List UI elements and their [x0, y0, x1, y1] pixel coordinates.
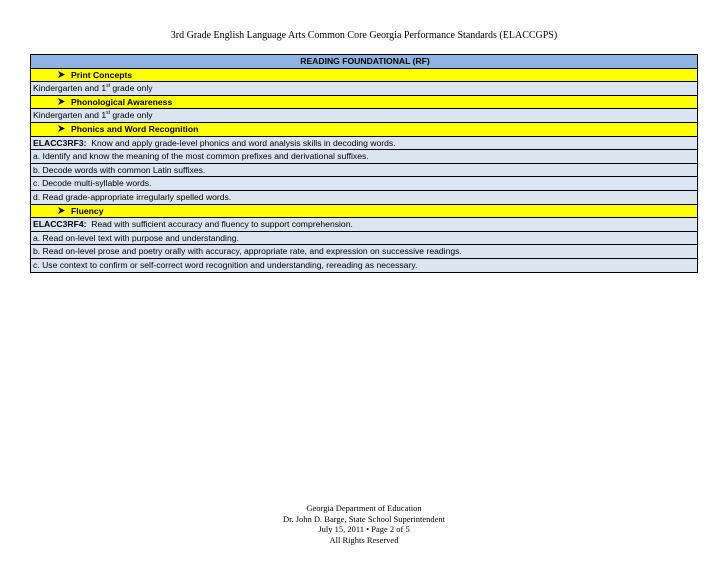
section-heading — [31, 96, 697, 110]
standard-row — [31, 137, 697, 151]
sub-standard-text: a. Read on-level text with purpose and understanding. — [33, 232, 239, 243]
sub-standard-text: d. Read grade-appropriate irregularly spelled words. — [33, 191, 232, 202]
footer-superintendent: Dr. John D. Barge, State School Superintendent — [282, 513, 446, 524]
ordinal-suffix: st — [106, 110, 110, 117]
section-heading-label: Phonics and Word Recognition — [71, 123, 199, 134]
grade-note-text: grade only — [110, 110, 153, 121]
sub-standard-row — [31, 191, 697, 205]
arrow-bullet-icon — [57, 69, 67, 82]
sub-standard-text: c. Decode multi-syllable words. — [33, 178, 152, 189]
standard-text: Read with sufficient accuracy and fluency to support comprehension. — [86, 219, 353, 230]
sub-standard-text: b. Read on-level prose and poetry orally with accuracy, appropriate rate, and expression on successive readings. — [33, 246, 462, 257]
standards-table — [30, 54, 698, 273]
section-heading — [31, 205, 697, 219]
sub-standard-row — [31, 259, 697, 272]
footer-date-page: July 15, 2011 • Page 2 of 5 — [318, 524, 410, 534]
section-heading-label: Fluency — [71, 205, 104, 216]
table-body — [31, 69, 697, 272]
grade-note-row — [31, 109, 697, 123]
footer-rights: All Rights Reserved — [329, 534, 399, 545]
arrow-bullet-icon — [57, 205, 67, 218]
sub-standard-row — [31, 245, 697, 259]
section-heading-label: Print Concepts — [71, 69, 133, 80]
sub-standard-row — [31, 177, 697, 191]
page-header: 3rd Grade English Language Arts Common Core Georgia Performance Standards (ELACCGPS) — [170, 30, 558, 41]
grade-note-text: Kindergarten and 1 — [33, 83, 107, 94]
arrow-bullet-icon — [57, 96, 67, 109]
sub-standard-row — [31, 164, 697, 178]
standard-code: ELACC3RF4: — [33, 219, 87, 230]
grade-note-row — [31, 82, 697, 96]
sub-standard-text: c. Use context to confirm or self-correct word recognition and understanding, rereading as necessary. — [33, 259, 418, 270]
standard-row — [31, 218, 697, 232]
grade-note-text: grade only — [110, 83, 153, 94]
standard-text: Know and apply grade-level phonics and word analysis skills in decoding words. — [86, 137, 396, 148]
table-title: READING FOUNDATIONAL (RF) — [31, 55, 697, 69]
grade-note-text: Kindergarten and 1 — [33, 110, 107, 121]
sub-standard-row — [31, 150, 697, 164]
standard-code: ELACC3RF3: — [33, 137, 87, 148]
section-heading-label: Phonological Awareness — [71, 96, 173, 107]
sub-standard-text: b. Decode words with common Latin suffixes. — [33, 164, 206, 175]
section-heading — [31, 69, 697, 83]
section-heading — [31, 123, 697, 137]
footer-department: Georgia Department of Education — [306, 503, 422, 513]
ordinal-suffix: st — [106, 83, 110, 90]
page-footer — [0, 503, 728, 545]
sub-standard-text: a. Identify and know the meaning of the most common prefixes and derivational suffixes. — [33, 151, 369, 162]
arrow-bullet-icon — [57, 123, 67, 136]
sub-standard-row — [31, 232, 697, 246]
